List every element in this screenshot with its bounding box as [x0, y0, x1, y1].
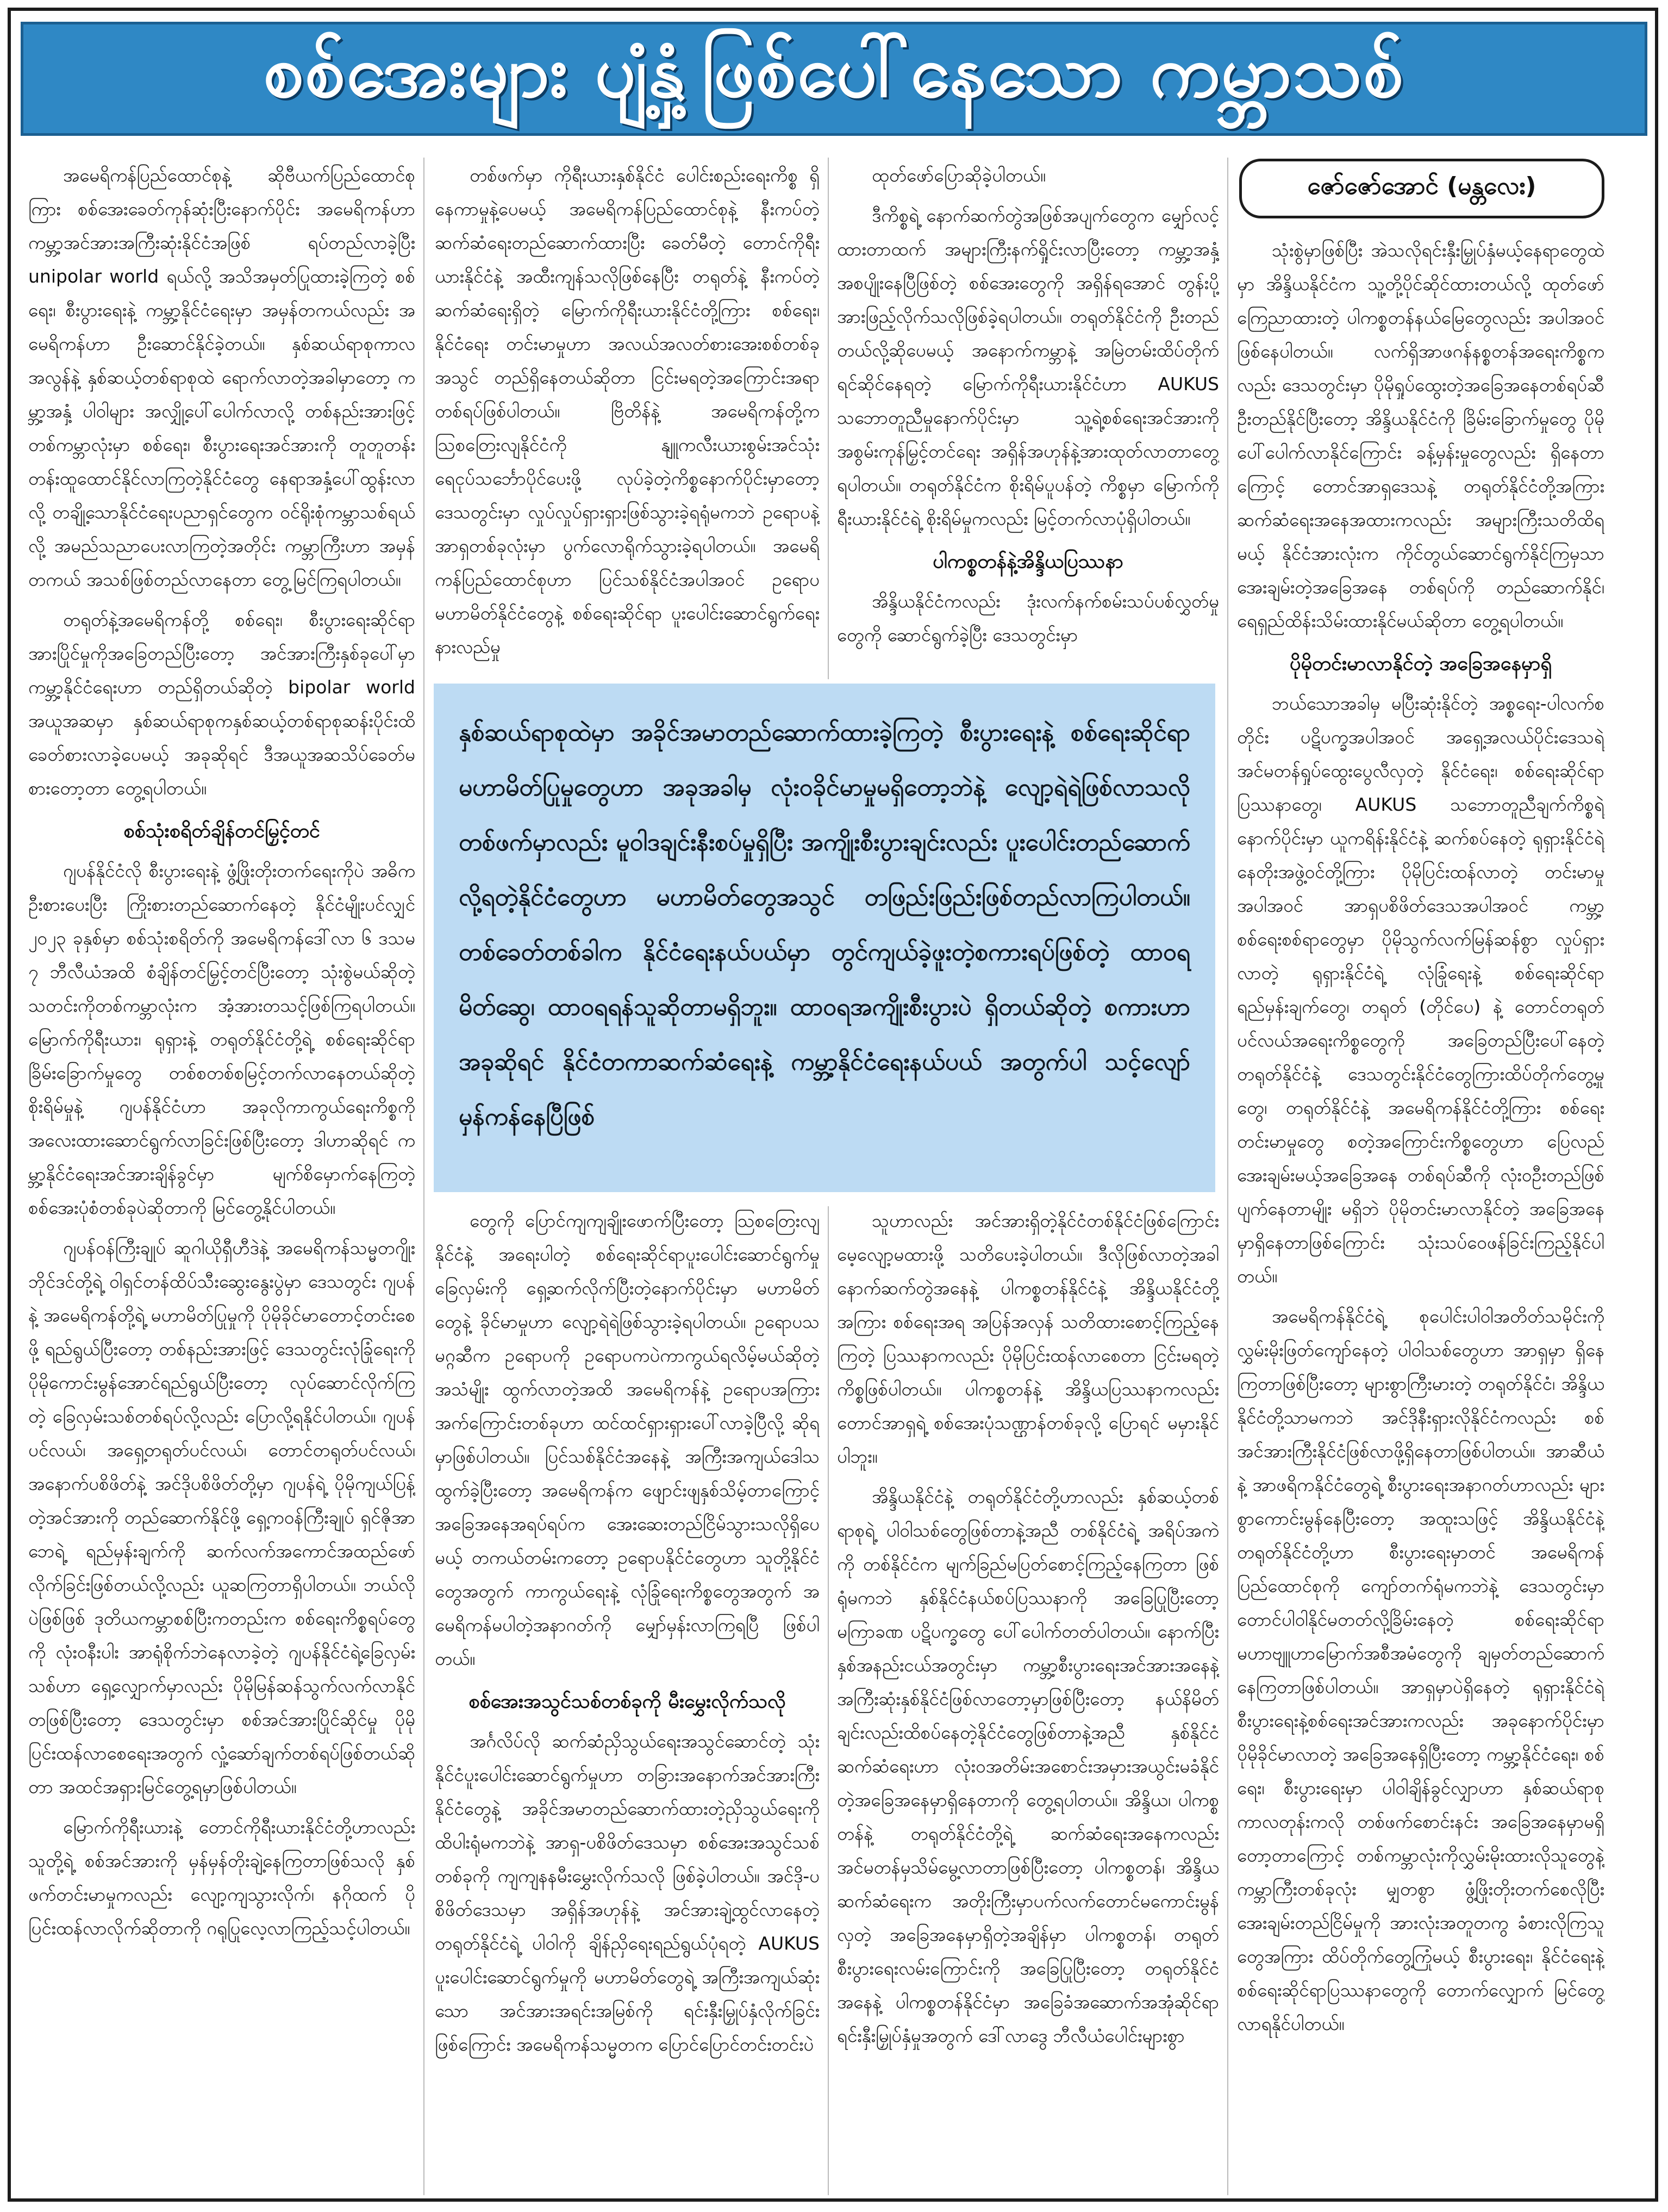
paragraph: သူဟာလည်း အင်အားရှိတဲ့နိုင်ငံတစ်နိုင်ငံဖြစ်ကြောင်း မေ့လျော့မထားဖို့ သတိပေးခဲ့ပါတယ်။ ဒီလိုဖြစ်လာတဲ့အခါ နောက်ဆက်တွဲအနေနဲ့ ပါကစ္စတန်နိုင်ငံနဲ့ အိန္ဒိယနိုင်ငံတို့အကြား စစ်ရေးအရ အပြန်အလှန် သတိထားစောင့်ကြည့်နေကြတဲ့ ပြဿနာကလည်း ပိုမိုပြင်းထန်လာစေတာ ငြင်းမရတဲ့ကိစ္စဖြစ်ပါတယ်။ ပါကစ္စတန်နဲ့ အိန္ဒိယပြဿနာကလည်း တောင်အာရှရဲ့ စစ်အေးပုံသဏ္ဌာန်တစ်ခုလို့ ပြောရင် မမှားနိုင်ပါဘူး။ — [837, 1210, 1219, 1467]
column-divider — [828, 158, 829, 679]
subheading: စစ်သုံးစရိတ်ချိန်တင်မြှင့်တင် — [123, 820, 320, 842]
article-column-2-top — [435, 159, 820, 675]
paragraph: အိန္ဒိယနိုင်ငံကလည်း ဒုံးလက်နက်စမ်းသပ်ပစ်လွှတ်မှုတွေကို ဆောင်ရွက်ခဲ့ပြီး ဒေသတွင်းမှာ — [837, 591, 1219, 646]
paragraph: အမေရိကန်ပြည်ထောင်စုနဲ့ ဆိုဗီယက်ပြည်ထောင်စုကြား စစ်အေးခေတ်ကုန်ဆုံးပြီးနောက်ပိုင်း အမေရိကန်ဟာ ကမ္ဘာ့အင်အားအကြီးဆုံးနိုင်ငံအဖြစ် ရပ်တည်လာခဲ့ပြီး unipolar world ရယ်လို့ အသိအမှတ်ပြုထားခဲ့ကြတဲ့ စစ်ရေး၊ စီးပွားရေးနဲ့ ကမ္ဘာ့နိုင်ငံရေးမှာ အမှန်တကယ်လည်း အမေရိကန်ဟာ ဦးဆောင်နိုင်ခဲ့တယ်။ နှစ်ဆယ်ရာစုကာလအလွန်နဲ့ နှစ်ဆယ့်တစ်ရာစုထဲ ရောက်လာတဲ့အခါမှာတော့ ကမ္ဘာ့အနှံ့ ပါဝါများ အလျှို့ပေါ်ပေါက်လာလို့ တစ်နည်းအားဖြင့် တစ်ကမ္ဘာလုံးမှာ စစ်ရေး၊ စီးပွားရေးအင်အားကို တူတူတန်းတန်းထူထောင်နိုင်လာကြတဲ့နိုင်ငံတွေ နေရာအနှံ့ပေါ်ထွန်းလာလို့ တချို့သောနိုင်ငံရေးပညာရှင်တွေက ဝင်ရိုးစုံကမ္ဘာသစ်ရယ်လို့ အမည်သညာပေးလာကြတဲ့အတိုင်း ကမ္ဘာကြီးဟာ အမှန်တကယ် အသစ်ဖြစ်တည်လာနေတာ တွေ့မြင်ကြရပါတယ်။ — [28, 165, 415, 590]
headline: စစ်အေးများ ပျံ့နှံ့ဖြစ်ပေါ်နေသော ကမ္ဘာသစ် — [263, 30, 1405, 114]
paragraph: ဒီကိစ္စရဲ့ နောက်ဆက်တွဲအဖြစ်အပျက်တွေက မျှော်လင့်ထားတာထက် အများကြီးနက်ရှိုင်းလာပြီးတော့ ကမ္ဘာ့အနှံ့အစပျိုးနေပြီဖြစ်တဲ့ စစ်အေးတွေကို အရှိန်ရအောင် တွန်းပို့အားဖြည့်လိုက်သလိုဖြစ်ခဲ့ရပါတယ်။ တရုတ်နိုင်ငံကို ဦးတည်တယ်လို့ဆိုပေမယ့် အနောက်ကမ္ဘာနဲ့ အမြဲတမ်းထိပ်တိုက်ရင်ဆိုင်နေရတဲ့ မြောက်ကိုရီးယားနိုင်ငံဟာ AUKUS သဘောတူညီမှုနောက်ပိုင်းမှာ သူ့ရဲ့စစ်ရေးအင်အားကို အစွမ်းကုန်မြှင့်တင်ရေး အရှိန်အဟုန်နဲ့အားထုတ်လာတာတွေ့ရပါတယ်။ တရုတ်နိုင်ငံက စိုးရိမ်ပူပန်တဲ့ ကိစ္စမှာ မြောက်ကိုရီးယားနိုင်ငံရဲ့ စိုးရိမ်မှုကလည်း မြင့်တက်လာပုံရှိပါတယ်။ — [837, 205, 1219, 529]
column-divider — [828, 1206, 829, 2195]
paragraph: ဘယ်သောအခါမှ မပြီးဆုံးနိုင်တဲ့ အစ္စရေး-ပါလက်စတိုင်း ပဋိပက္ခအပါအဝင် အရှေ့အလယ်ပိုင်းဒေသရဲ့ အင်မတန်ရှုပ်ထွေးပွေလီလှတဲ့ နိုင်ငံရေး၊ စစ်ရေးဆိုင်ရာပြဿနာတွေ၊ AUKUS သဘောတူညီချက်ကိစ္စရဲ့ နောက်ပိုင်းမှာ ယူကရိန်းနိုင်ငံနဲ့ ဆက်စပ်နေတဲ့ ရုရှားနိုင်ငံရဲ့ နေတိုးအဖွဲ့ဝင်တို့ကြား ပိုမိုပြင်းထန်လာတဲ့ တင်းမာမှုအပါအဝင် အာရှပစိဖိတ်ဒေသအပါအဝင် ကမ္ဘာ့စစ်ရေးစစ်ရာတွေမှာ ပိုမိုသွက်လက်မြန်ဆန်စွာ လှုပ်ရှားလာတဲ့ ရုရှားနိုင်ငံရဲ့ လုံခြုံရေးနဲ့ စစ်ရေးဆိုင်ရာ ရည်မှန်းချက်တွေ၊ တရုတ် (တိုင်ပေ) နဲ့ တောင်တရုတ်ပင်လယ်အရေးကိစ္စတွေကို အခြေတည်ပြီးပေါ်နေတဲ့ တရုတ်နိုင်ငံနဲ့ ဒေသတွင်းနိုင်ငံတွေကြားထိပ်တိုက်တွေ့မှုတွေ၊ တရုတ်နိုင်ငံနဲ့ အမေရိကန်နိုင်ငံတို့ကြား စစ်ရေးတင်းမာမှုတွေ စတဲ့အကြောင်းကိစ္စတွေဟာ ပြေလည်အေးချမ်းမယ့်အခြေအနေ တစ်ရပ်ဆီကို လုံးဝဦးတည်ဖြစ်ပျက်နေတာမျိုး မရှိဘဲ ပိုမိုတင်းမာလာနိုင်တဲ့ အခြေအနေမှာရှိနေတာဖြစ်ကြောင်း သုံးသပ်ဝေဖန်ခြင်းကြည့်နိုင်ပါတယ်။ — [1237, 693, 1604, 1287]
paragraph: အမေရိကန်နိုင်ငံရဲ့ စုပေါင်းပါဝါအတိတ်သမိုင်းကို လွှမ်းမိုးဖြတ်ကျော်နေတဲ့ ပါဝါသစ်တွေဟာ အာရှမှာ ရှိနေကြတာဖြစ်ပြီးတော့ များစွာကြီးမားတဲ့ တရုတ်နိုင်ငံ၊ အိန္ဒိယနိုင်ငံတို့သာမကဘဲ အင်ဒိုနီးရှားလိုနိုင်ငံကလည်း စစ်အင်အားကြီးနိုင်ငံဖြစ်လာဖို့ရှိနေတာဖြစ်ပါတယ်။ အာဆီယံနဲ့ အာဖရိကနိုင်ငံတွေရဲ့ စီးပွားရေးအနာဂတ်ဟာလည်း များစွာကောင်းမွန်နေပြီးတော့ အထူးသဖြင့် အိန္ဒိယနိုင်ငံနဲ့ တရုတ်နိုင်ငံတို့ဟာ စီးပွားရေးမှာတင် အမေရိကန်ပြည်ထောင်စုကို ကျော်တက်ရုံမကဘဲနဲ့ ဒေသတွင်းမှာ တောင်ပါဝါနိုင်မတတ်လို့ခြိမ်းနေတဲ့ စစ်ရေးဆိုင်ရာမဟာဗျူဟာမြောက်အစီအမံတွေကို ချမှတ်တည်ဆောက်နေကြတာဖြစ်ပါတယ်။ အာရှမှာပဲရှိနေတဲ့ ရုရှားနိုင်ငံရဲ့ စီးပွားရေးနဲ့စစ်ရေးအင်အားကလည်း အခုနောက်ပိုင်းမှာ ပိုမိုခိုင်မာလာတဲ့ အခြေအနေရှိပြီးတော့ ကမ္ဘာ့နိုင်ငံရေး၊ စစ်ရေး၊ စီးပွားရေးမှာ ပါဝါချိန်ခွင်လျှာဟာ နှစ်ဆယ်ရာစုကာလတုန်းကလို တစ်ဖက်စောင်းနင်း အခြေအနေမှာမရှိတော့တာကြောင့် တစ်ကမ္ဘာလုံးကိုလွှမ်းမိုးထားလိုသူတွေနဲ့ ကမ္ဘာကြီးတစ်ခုလုံး မျှတစွာ ဖွံ့ဖြိုးတိုးတက်စေလိုပြီး အေးချမ်းတည်ငြိမ်မှုကို အားလုံးအတူတကွ ခံစားလိုကြသူတွေအကြား ထိပ်တိုက်တွေ့ကြုံမယ့် စီးပွားရေး၊ နိုင်ငံရေးနဲ့ စစ်ရေးဆိုင်ရာပြဿနာတွေကို တောက်လျှောက် မြင်တွေ့လာရနိုင်ပါတယ်။ — [1237, 1306, 1604, 2034]
paragraph: တရုတ်နဲ့အမေရိကန်တို့ စစ်ရေး၊ စီးပွားရေးဆိုင်ရာ အားပြိုင်မှုကိုအခြေတည်ပြီးတော့ အင်အားကြီးနှစ်ခုပေါ်မှာ ကမ္ဘာ့နိုင်ငံရေးဟာ တည်ရှိတယ်ဆိုတဲ့ bipolar world အယူအဆမှာ နှစ်ဆယ်ရာစုကနှစ်ဆယ့်တစ်ရာစုဆန်းပိုင်းထိ ခေတ်စားလာခဲ့ပေမယ့် အခုဆိုရင် ဒီအယူအဆသိပ်ခေတ်မစားတော့တာ တွေ့ရပါတယ်။ — [28, 609, 415, 799]
article-column-3-top — [837, 159, 1219, 675]
paragraph: သုံးစွဲမှာဖြစ်ပြီး အဲသလိုရင်းနှီးမြှုပ်နှံမယ့်နေရာတွေထဲမှာ အိန္ဒိယနိုင်ငံက သူ့တို့ပိုင်ဆိုင်ထားတယ်လို့ ထုတ်ဖော်ကြေညာထားတဲ့ ပါကစ္စတန်နယ်မြေတွေလည်း အပါအဝင်ဖြစ်နေပါတယ်။ လက်ရှိအာဖဂန်နစ္စတန်အရေးကိစ္စကလည်း ဒေသတွင်းမှာ ပိုမိုရှုပ်ထွေးတဲ့အခြေအနေတစ်ရပ်ဆီ ဦးတည်နိုင်ပြီးတော့ အိန္ဒိယနိုင်ငံကို ခြိမ်းခြောက်မှုတွေ ပိုမိုပေါ်ပေါက်လာနိုင်ကြောင်း ခန့်မှန်းမှုတွေလည်း ရှိနေတာကြောင့် တောင်အာရှဒေသနဲ့ တရုတ်နိုင်ငံတို့အကြား ဆက်ဆံရေးအနေအထားကလည်း အများကြီးသတိထိရမယ့် နိုင်ငံအားလုံးက ကိုင်တွယ်ဆောင်ရွက်နိုင်ကြမှသာ အေးချမ်းတဲ့အခြေအနေ တစ်ရပ်ကို တည်ဆောက်နိုင်၊ ရေရှည်ထိန်းသိမ်းထားနိုင်မယ်ဆိုတာ တွေ့ရပါတယ်။ — [1237, 240, 1604, 631]
paragraph: ဂျပန်နိုင်ငံလို စီးပွားရေးနဲ့ ဖွံ့ဖြိုးတိုးတက်ရေးကိုပဲ အဓိကဦးစားပေးပြီး ကြိုးစားတည်ဆောက်နေတဲ့ နိုင်ငံမျိုးပင်လျှင် ၂၀၂၃ ခုနှစ်မှာ စစ်သုံးစရိတ်ကို အမေရိကန်ဒေါ်လာ ၆ ဒသမ ၇ ဘီလီယံအထိ စံချိန်တင်မြှင့်တင်ပြီးတော့ သုံးစွဲမယ်ဆိုတဲ့သတင်းကိုတစ်ကမ္ဘာလုံးက အံ့အားတသင့်ဖြစ်ကြရပါတယ်။ မြောက်ကိုရီးယား၊ ရုရှားနဲ့ တရုတ်နိုင်ငံတို့ရဲ့ စစ်ရေးဆိုင်ရာခြိမ်းခြောက်မှုတွေ တစ်စတစ်စမြင့်တက်လာနေတယ်ဆိုတဲ့ စိုးရိမ်မှုနဲ့ ဂျပန်နိုင်ငံဟာ အခုလိုကာကွယ်ရေးကိစ္စကို အလေးထားဆောင်ရွက်လာခြင်းဖြစ်ပြီးတော့ ဒါဟာဆိုရင် ကမ္ဘာ့နိုင်ငံရေးအင်အားချိန်ခွင်မှာ မျက်စိမှောက်နေကြတဲ့ စစ်အေးပုံစံတစ်ခုပဲဆိုတာကို မြင်တွေ့နိုင်ပါတယ်။ — [28, 860, 415, 1218]
subheading: ပိုမိုတင်းမာလာနိုင်တဲ့ အခြေအနေမှာရှိ — [1289, 653, 1552, 675]
article-column-1 — [28, 159, 415, 2191]
headline-banner — [21, 22, 1647, 136]
subheading: စစ်အေးအသွင်သစ်တစ်ခုကို မီးမွှေးလိုက်သလို — [468, 1690, 786, 1713]
article-column-4 — [1237, 234, 1604, 2191]
subheading: ပါကစ္စတန်နဲ့အိန္ဒိယပြဿနာ — [933, 550, 1123, 573]
paragraph: ဂျပန်ဝန်ကြီးချုပ် ဆူဂါယိုရှီဟီဒဲနဲ့ အမေရိကန်သမ္မတဂျိုးဘိုင်ဒင်တို့ရဲ့ ဝါရှင်တန်ထိပ်သီးဆွေးနွေးပွဲမှာ ဒေသတွင်း ဂျပန်နဲ့ အမေရိကန်တို့ရဲ့ မဟာမိတ်ပြုမှုကို ပိုမိုခိုင်မာတောင့်တင်းစေဖို့ ရည်ရွယ်ပြီးတော့ တစ်နည်းအားဖြင့် ဒေသတွင်းလုံခြုံရေးကို ပိုမိုကောင်းမွန်အောင်ရည်ရွယ်ပြီးတော့ လုပ်ဆောင်လိုက်ကြတဲ့ ခြေလှမ်းသစ်တစ်ရပ်လို့လည်း ပြောလို့ရနိုင်ပါတယ်။ ဂျပန်ပင်လယ်၊ အရှေ့တရုတ်ပင်လယ်၊ တောင်တရုတ်ပင်လယ်၊ အနောက်ပစိဖိတ်နဲ့ အင်ဒိုပစိဖိတ်တို့မှာ ဂျပန်ရဲ့ ပိုမိုကျယ်ပြန့်တဲ့အင်အားကို တည်ဆောက်နိုင်ဖို့ ရှေ့ကဝန်ကြီးချုပ် ရှင်ဇိုအာဘေရဲ့ ရည်မှန်းချက်ကို ဆက်လက်အကောင်အထည်ဖော်လိုက်ခြင်းဖြစ်တယ်လို့လည်း ယူဆကြတာရှိပါတယ်။ ဘယ်လိုပဲဖြစ်ဖြစ် ဒုတိယကမ္ဘာစစ်ပြီးကတည်းက စစ်ရေးကိစ္စရပ်တွေကို လုံးဝနီးပါး အာရုံစိုက်ဘဲနေလာခဲ့တဲ့ ဂျပန်နိုင်ငံရဲ့ခြေလှမ်းသစ်ဟာ ရှေ့လျှောက်မှာလည်း ပိုမိုမြန်ဆန်သွက်လက်လာနိုင်တဖြစ်ပြီးတော့ ဒေသတွင်းမှာ စစ်အင်အားပြိုင်ဆိုင်မှု ပိုမိုပြင်းထန်လာစေရေးအတွက် လှုံ့ဆော်ချက်တစ်ရပ်ဖြစ်တယ်ဆိုတာ အထင်အရှားမြင်တွေ့ရမှာဖြစ်ပါတယ်။ — [28, 1237, 415, 1797]
paragraph: ထုတ်ဖော်ပြောဆိုခဲ့ပါတယ်။ — [872, 165, 1046, 186]
paragraph: တွေကို ပြောင်ကျကျချိုးဖောက်ပြီးတော့ ဩစတြေးလျနိုင်ငံနဲ့ အရေးပါတဲ့ စစ်ရေးဆိုင်ရာပူးပေါင်းဆောင်ရွက်မှုခြေလှမ်းကို ရှေ့ဆက်လိုက်ပြီးတဲ့နောက်ပိုင်းမှာ မဟာမိတ်တွေနဲ့ ခိုင်မာမှုဟာ လျော့ရဲရဲဖြစ်သွားခဲ့ရပါတယ်။ ဥရောပသမဂ္ဂဆီက ဥရောပကို ဥရောပကပဲကာကွယ်ရလိမ့်မယ်ဆိုတဲ့အသံမျိုး ထွက်လာတဲ့အထိ အမေရိကန်နဲ့ ဥရောပအကြား အက်ကြောင်းတစ်ခုဟာ ထင်ထင်ရှားရှားပေါ်လာခဲ့ပြီလို့ ဆိုရမှာဖြစ်ပါတယ်။ ပြင်သစ်နိုင်ငံအနေနဲ့ အကြီးအကျယ်ဒေါသထွက်ခဲ့ပြီးတော့ အမေရိကန်က ဖျောင်းဖျနှစ်သိမ့်တာကြောင့် အခြေအနေအရပ်ရပ်က အေးဆေးတည်ငြိမ်သွားသလိုရှိပေမယ့် တကယ်တမ်းကတော့ ဥရောပနိုင်ငံတွေဟာ သူတို့နိုင်ငံတွေအတွက် ကာကွယ်ရေးနဲ့ လုံခြုံရေးကိစ္စတွေအတွက် အမေရိကန်မပါတဲ့အနာဂတ်ကို မျှော်မှန်းလာကြရပြီ ဖြစ်ပါတယ်။ — [435, 1210, 820, 1669]
pull-quote: နှစ်ဆယ်ရာစုထဲမှာ အခိုင်အမာတည်ဆောက်ထားခဲ့ကြတဲ့ စီးပွားရေးနဲ့ စစ်ရေးဆိုင်ရာ မဟာမိတ်ပြုမှုတွေဟာ အခုအခါမှ လုံးဝခိုင်မာမှုမရှိတော့ဘဲနဲ့ လျော့ရဲရဲဖြစ်လာသလို တစ်ဖက်မှာလည်း မူဝါဒချင်းနီးစပ်မှုရှိပြီး အကျိုးစီးပွားချင်းလည်း ပူးပေါင်းတည်ဆောက်လို့ရတဲ့နိုင်ငံတွေဟာ မဟာမိတ်တွေအသွင် တဖြည်းဖြည်းဖြစ်တည်လာကြပါတယ်။ တစ်ခေတ်တစ်ခါက နိုင်ငံရေးနယ်ပယ်မှာ တွင်ကျယ်ခဲ့ဖူးတဲ့စကားရပ်ဖြစ်တဲ့ ထာဝရမိတ်ဆွေ၊ ထာဝရရန်သူဆိုတာမရှိဘူး။ ထာဝရအကျိုးစီးပွားပဲ ရှိတယ်ဆိုတဲ့ စကားဟာ အခုဆိုရင် နိုင်ငံတကာဆက်ဆံရေးနဲ့ ကမ္ဘာ့နိုင်ငံရေးနယ်ပယ် အတွက်ပါ သင့်လျော်မှန်ကန်နေပြီဖြစ် — [434, 684, 1215, 1192]
paragraph: အင်္ဂလိပ်လို ဆက်ဆံညှိသွယ်ရေးအသွင်ဆောင်တဲ့ သုံးနိုင်ငံပူးပေါင်းဆောင်ရွက်မှုဟာ တခြားအနောက်အင်အားကြီးနိုင်ငံတွေနဲ့ အခိုင်အမာတည်ဆောက်ထားတဲ့ညှိသွယ်ရေးကို ထိပါးရုံမကဘဲနဲ့ အာရှ-ပစိဖိတ်ဒေသမှာ စစ်အေးအသွင်သစ်တစ်ခုကို ကျကျနနမီးမွှေးလိုက်သလို ဖြစ်ခဲ့ပါတယ်။ အင်ဒို-ပစိဖိတ်ဒေသမှာ အရှိန်အဟုန်နဲ့ အင်အားချဲ့ထွင်လာနေတဲ့ တရုတ်နိုင်ငံရဲ့ ပါဝါကို ချိန်ညှိရေးရည်ရွယ်ပုံရတဲ့ AUKUS ပူးပေါင်းဆောင်ရွက်မှုကို မဟာမိတ်တွေရဲ့ အကြီးအကျယ်ဆုံးသော အင်အားအရင်းအမြစ်ကို ရင်းနှီးမြှုပ်နှံလိုက်ခြင်းဖြစ်ကြောင်း အမေရိကန်သမ္မတက ပြောင်ပြောင်တင်းတင်းပဲ — [435, 1731, 820, 2055]
column-divider — [1227, 158, 1228, 2195]
article-column-3-bottom — [837, 1204, 1219, 2191]
article-column-2-bottom — [435, 1204, 820, 2191]
author-byline: ဇော်ဇော်အောင် (မန္တလေး) — [1239, 159, 1604, 218]
column-divider — [423, 158, 424, 2195]
paragraph: အိန္ဒိယနိုင်ငံနဲ့ တရုတ်နိုင်ငံတို့ဟာလည်း နှစ်ဆယ့်တစ်ရာစုရဲ့ ပါဝါသစ်တွေဖြစ်တာနဲ့အညီ တစ်နိုင်ငံရဲ့ အရိပ်အကဲကို တစ်နိုင်ငံက မျက်ခြည်မပြတ်စောင့်ကြည့်နေကြတာ ဖြစ်ရုံမကဘဲ နှစ်နိုင်ငံနယ်စပ်ပြဿနာကို အခြေပြုပြီးတော့ မကြာခဏ ပဋိပက္ခတွေ ပေါ်ပေါက်တတ်ပါတယ်။ နောက်ပြီး နှစ်အနည်းငယ်အတွင်းမှာ ကမ္ဘာ့စီးပွားရေးအင်အားအနေနဲ့ အကြီးဆုံးနှစ်နိုင်ငံဖြစ်လာတော့မှာဖြစ်ပြီးတော့ နယ်နိမိတ်ချင်းလည်းထိစပ်နေတဲ့နိုင်ငံတွေဖြစ်တာနဲ့အညီ နှစ်နိုင်ငံဆက်ဆံရေးဟာ လုံးဝအတိမ်းအစောင်းအမှားအယွင်းမခံနိုင်တဲ့အခြေအနေမှာရှိနေတာကို တွေ့ရပါတယ်။ အိန္ဒိယ၊ ပါကစ္စတန်နဲ့ တရုတ်နိုင်ငံတို့ရဲ့ ဆက်ဆံရေးအနေကလည်း အင်မတန်မှသိမ်မွေ့လာတာဖြစ်ပြီးတော့ ပါကစ္စတန်၊ အိန္ဒိယဆက်ဆံရေးက အတိုးကြီးမှာပက်လက်တောင်မကောင်းမွန်လှတဲ့ အခြေအနေမှာရှိတဲ့အချိန်မှာ ပါကစ္စတန်၊ တရုတ်စီးပွားရေးလမ်းကြောင်းကို အခြေပြုပြီးတော့ တရုတ်နိုင်ငံအနေနဲ့ ပါကစ္စတန်နိုင်ငံမှာ အခြေခံအဆောက်အအုံဆိုင်ရာ ရင်းနှီးမြှုပ်နှံမှုအတွက် ဒေါ်လာဒွေ ဘီလီယံပေါင်းများစွာ — [837, 1486, 1219, 2046]
paragraph: တစ်ဖက်မှာ ကိုရီးယားနှစ်နိုင်ငံ ပေါင်းစည်းရေးကိစ္စ ရှိနေကာမှုနဲ့ပေမယ့် အမေရိကန်ပြည်ထောင်စုနဲ့ နီးကပ်တဲ့ ဆက်ဆံရေးတည်ဆောက်ထားပြီး ခေတ်မီတဲ့ တောင်ကိုရီးယားနိုင်ငံနဲ့ အထီးကျန်သလိုဖြစ်နေပြီး တရုတ်နဲ့ နီးကပ်တဲ့ဆက်ဆံရေးရှိတဲ့ မြောက်ကိုရီးယားနိုင်ငံတို့ကြား စစ်ရေး၊ နိုင်ငံရေး တင်းမာမှုဟာ အလယ်အလတ်စားအေးစစ်တစ်ခုအသွင် တည်ရှိနေတယ်ဆိုတာ ငြင်းမရတဲ့အကြောင်းအရာတစ်ရပ်ဖြစ်ပါတယ်။ ဗြိတိန်နဲ့ အမေရိကန်တို့က ဩစတြေးလျနိုင်ငံကို နျူကလီးယားစွမ်းအင်သုံး ရေငုပ်သင်္ဘောပိုင်ပေးဖို့ လုပ်ခဲ့တဲ့ကိစ္စနောက်ပိုင်းမှာတော့ ဒေသတွင်းမှာ လှုပ်လှုပ်ရှားရှားဖြစ်သွားခဲ့ရရုံမကဘဲ ဥရောပနဲ့ အာရှတစ်ခုလုံးမှာ ပွက်လောရိုက်သွားခဲ့ရပါတယ်။ အမေရိကန်ပြည်ထောင်စုဟာ ပြင်သစ်နိုင်ငံအပါအဝင် ဥရောပမဟာမိတ်နိုင်ငံတွေနဲ့ စစ်ရေးဆိုင်ရာ ပူးပေါင်းဆောင်ရွက်ရေး နားလည်မှု — [435, 165, 820, 657]
paragraph: မြောက်ကိုရီးယားနဲ့ တောင်ကိုရီးယားနိုင်ငံတို့ဟာလည်း သူတို့ရဲ့ စစ်အင်အားကို မှန်မှန်တိုးချဲ့နေကြတာဖြစ်သလို နှစ်ဖက်တင်းမာမှုကလည်း လျော့ကျသွားလိုက်၊ နဂိုထက် ပိုပြင်းထန်လာလိုက်ဆိုတာကို ဂရုပြုလေ့လာကြည့်သင့်ပါတယ်။ — [28, 1816, 415, 1939]
